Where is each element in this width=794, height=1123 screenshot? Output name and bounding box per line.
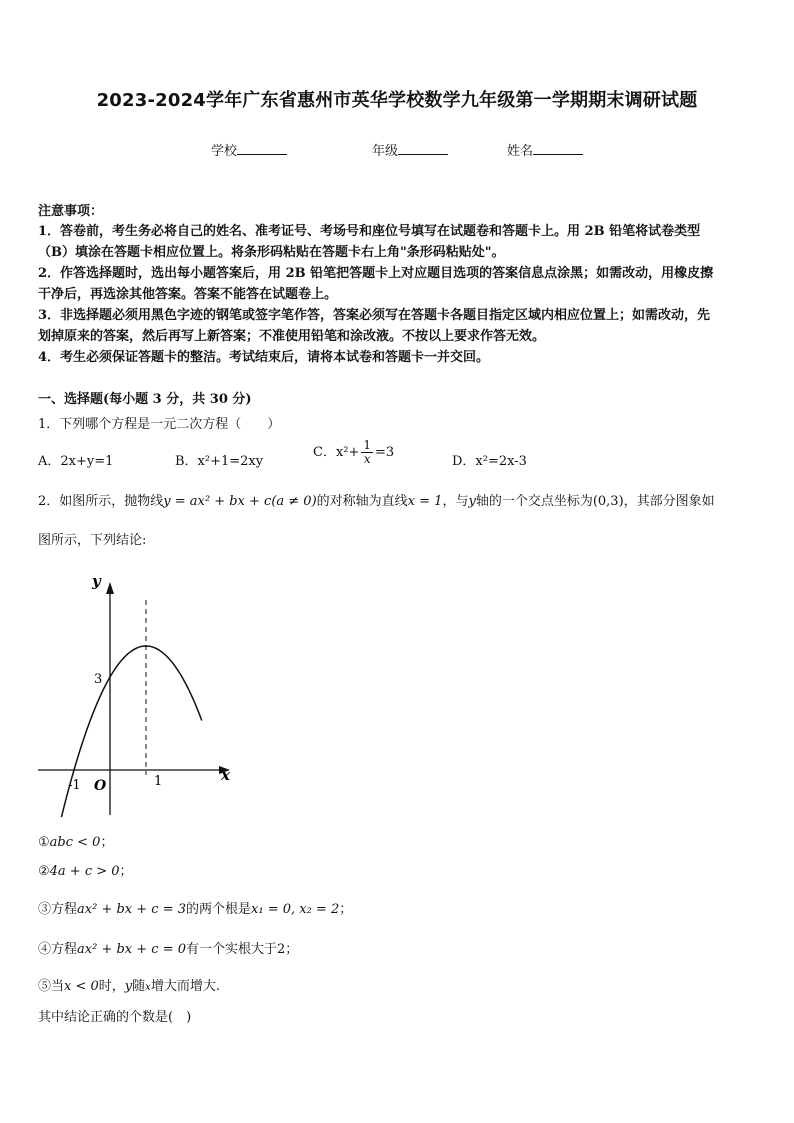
statement-math: y (124, 979, 133, 994)
y-var: y (468, 494, 476, 509)
school-label: 学校 (211, 144, 238, 159)
statement-text: 时， (98, 979, 125, 994)
statement-text: ④方程 (38, 942, 78, 957)
x-axis-label: x (221, 766, 230, 784)
statement-1 (38, 832, 113, 853)
statement-text: ； (285, 942, 299, 957)
statement-number: ① (38, 835, 50, 850)
tick-label-neg1: -1 (68, 778, 81, 793)
statement-math: x (145, 982, 151, 993)
parabola-equation: y = ax² + bx + c(a ≠ 0) (163, 494, 317, 509)
grade-blank (398, 142, 448, 155)
note-1-line-2: （B）填涂在答题卡相应位置上。将条形码粘贴在答题卡右上角"条形码粘贴处"。 (38, 245, 505, 260)
axis-equation: x = 1 (407, 494, 443, 509)
question-1-stem: 1．下列哪个方程是一元二次方程（ ） (38, 417, 281, 432)
statement-math: abc < 0 (49, 835, 101, 850)
option-b: B．x²+1=2xy (175, 454, 264, 469)
statement-5 (38, 976, 220, 998)
statement-4 (38, 939, 298, 960)
note-2-line-1: 2．作答选择题时，选出每小题答案后，用 2B 铅笔把答题卡上对应题目选项的答案信息点涂黑；如需改动，用橡皮擦 (38, 266, 714, 281)
origin-label: O (94, 778, 107, 794)
page-title: 2023-2024学年广东省惠州市英华学校数学九年级第一学期期末调研试题 (96, 90, 698, 111)
question-2-line-2: 图所示，下列结论: (38, 533, 147, 548)
statement-text: ③方程 (38, 902, 78, 917)
q2-text: 的对称轴为直线 (316, 494, 408, 509)
option-c (313, 439, 394, 466)
note-3-line-2: 划掉原来的答案，然后再写上新答案；不准使用铅笔和涂改液。不按以上要求作答无效。 (38, 329, 546, 344)
tick-label-1: 1 (154, 774, 163, 789)
option-d: D．x²=2x-3 (452, 454, 527, 469)
statement-math: 4a + c > 0 (49, 864, 120, 879)
tick-label-3: 3 (94, 672, 103, 687)
name-blank (533, 142, 583, 155)
option-c-prefix: C．x²+ (313, 445, 360, 460)
statement-2 (38, 861, 133, 882)
question-2-ask: 其中结论正确的个数是( ) (38, 1010, 192, 1025)
statement-math: 2 (277, 942, 286, 957)
statement-text: ⑤当 (38, 979, 65, 994)
fraction-numerator: 1 (363, 438, 372, 452)
school-field (211, 140, 287, 159)
grade-field (372, 140, 448, 159)
statement-text: ； (339, 902, 353, 917)
school-blank (237, 142, 287, 155)
statement-math: ax² + bx + c = 0 (77, 942, 186, 957)
statement-math: ax² + bx + c = 3 (77, 902, 186, 917)
intercept-point: (0,3) (592, 494, 624, 509)
statement-text: 增大而增大. (150, 979, 220, 994)
statement-3 (38, 899, 352, 920)
notes-heading: 注意事项： (38, 204, 104, 219)
name-label: 姓名 (507, 144, 534, 159)
y-axis-arrow (106, 582, 114, 594)
note-4: 4．考生必须保证答题卡的整洁。考试结束后，请将本试卷和答题卡一并交回。 (38, 350, 490, 365)
q2-text: ，与 (442, 494, 469, 509)
fraction (361, 439, 373, 466)
statement-text: 的两个根是 (186, 902, 252, 917)
statement-math: x₁ = 0, x₂ = 2 (251, 902, 340, 917)
statement-number: ② (38, 864, 50, 879)
statement-text: 随 (132, 979, 146, 994)
statement-math: x < 0 (64, 979, 99, 994)
section-heading: 一、选择题(每小题 3 分，共 30 分) (38, 392, 252, 407)
parabola-curve (61, 646, 201, 817)
fraction-denominator: x (363, 452, 371, 466)
statement-text: 有一个实根大于 (186, 942, 278, 957)
note-3-line-1: 3．非选择题必须用黑色字迹的钢笔或签字笔作答，答案必须写在答题卡各题目指定区域内相应位置上；如需改动，先 (38, 308, 711, 323)
q2-text: ，其部分图象如 (623, 494, 715, 509)
note-1-line-1: 1．答卷前，考生务必将自己的姓名、准考证号、考场号和座位号填写在试题卷和答题卡上。用 2B 铅笔将试卷类型 (38, 224, 701, 239)
y-axis-label: y (92, 572, 101, 590)
name-field (507, 140, 583, 159)
q2-text: 轴的一个交点坐标为 (475, 494, 593, 509)
option-c-suffix: =3 (375, 445, 395, 460)
question-2-line-1 (38, 491, 715, 512)
parabola-graph (30, 570, 250, 820)
statement-text: ； (100, 835, 114, 850)
note-2-line-2: 干净后，再选涂其他答案。答案不能答在试题卷上。 (38, 287, 338, 302)
grade-label: 年级 (372, 144, 399, 159)
statement-text: ； (119, 864, 133, 879)
q2-text: 2．如图所示，抛物线 (38, 494, 164, 509)
option-a: A．2x+y=1 (38, 454, 114, 469)
